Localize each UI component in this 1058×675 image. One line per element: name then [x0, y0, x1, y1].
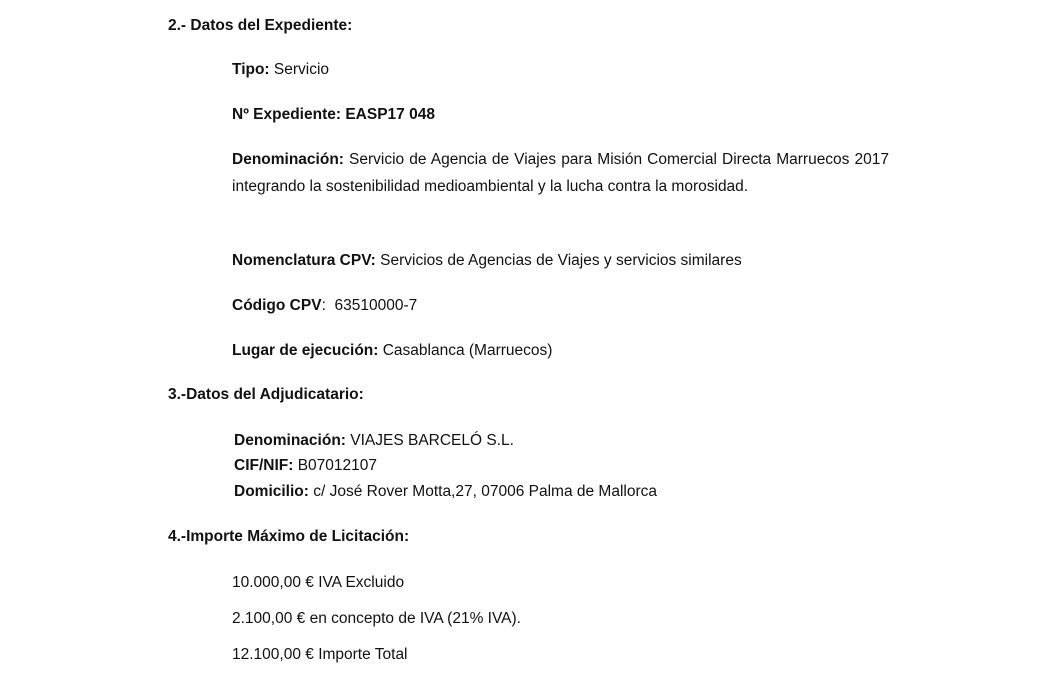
- adjudicatario-denominacion-label: Denominación:: [234, 432, 346, 449]
- adjudicatario-denominacion-row: [234, 431, 514, 451]
- cpv-nomenclatura-row: [232, 251, 742, 271]
- cif-row: [234, 456, 377, 476]
- cif-value: B07012107: [297, 457, 378, 474]
- expediente-value: EASP17 048: [345, 106, 435, 123]
- tipo-value: Servicio: [273, 61, 330, 78]
- denominacion-paragraph: [232, 147, 889, 200]
- section-2-heading: 2.- Datos del Expediente:: [168, 17, 353, 34]
- section-4-heading: 4.-Importe Máximo de Licitación:: [168, 528, 410, 545]
- denominacion-value: Servicio de Agencia de Viajes para Misión Comercial Directa Marruecos 2017 integrando la sostenibilidad medioambiental y la lucha contra la morosidad.: [232, 151, 889, 195]
- cpv-code-row: [232, 296, 417, 316]
- lugar-row: [232, 341, 552, 361]
- cpv-code-value: : 63510000-7: [321, 297, 418, 314]
- lugar-label: Lugar de ejecución:: [232, 342, 379, 359]
- tipo-row: [232, 60, 329, 80]
- cif-label: CIF/NIF:: [234, 457, 294, 474]
- adjudicatario-denominacion-value: VIAJES BARCELÓ S.L.: [350, 432, 514, 449]
- denominacion-label: Denominación:: [232, 151, 344, 168]
- amount-excluded: 10.000,00 € IVA Excluido: [232, 574, 405, 591]
- amount-total: 12.100,00 € Importe Total: [232, 646, 408, 663]
- cpv-code-label: Código CPV: [232, 297, 322, 314]
- section-3-heading: 3.-Datos del Adjudicatario:: [168, 386, 364, 403]
- expediente-label: Nº Expediente:: [232, 106, 342, 123]
- domicilio-label: Domicilio:: [234, 483, 309, 500]
- cpv-nomenclatura-value: Servicios de Agencias de Viajes y servicios similares: [380, 252, 742, 269]
- expediente-row: [232, 105, 435, 125]
- amount-iva: 2.100,00 € en concepto de IVA (21% IVA).: [232, 610, 521, 627]
- lugar-value: Casablanca (Marruecos): [382, 342, 553, 359]
- domicilio-row: [234, 482, 657, 502]
- cpv-nomenclatura-label: Nomenclatura CPV:: [232, 252, 376, 269]
- domicilio-value: c/ José Rover Motta,27, 07006 Palma de Mallorca: [313, 483, 657, 500]
- tipo-label: Tipo:: [232, 61, 270, 78]
